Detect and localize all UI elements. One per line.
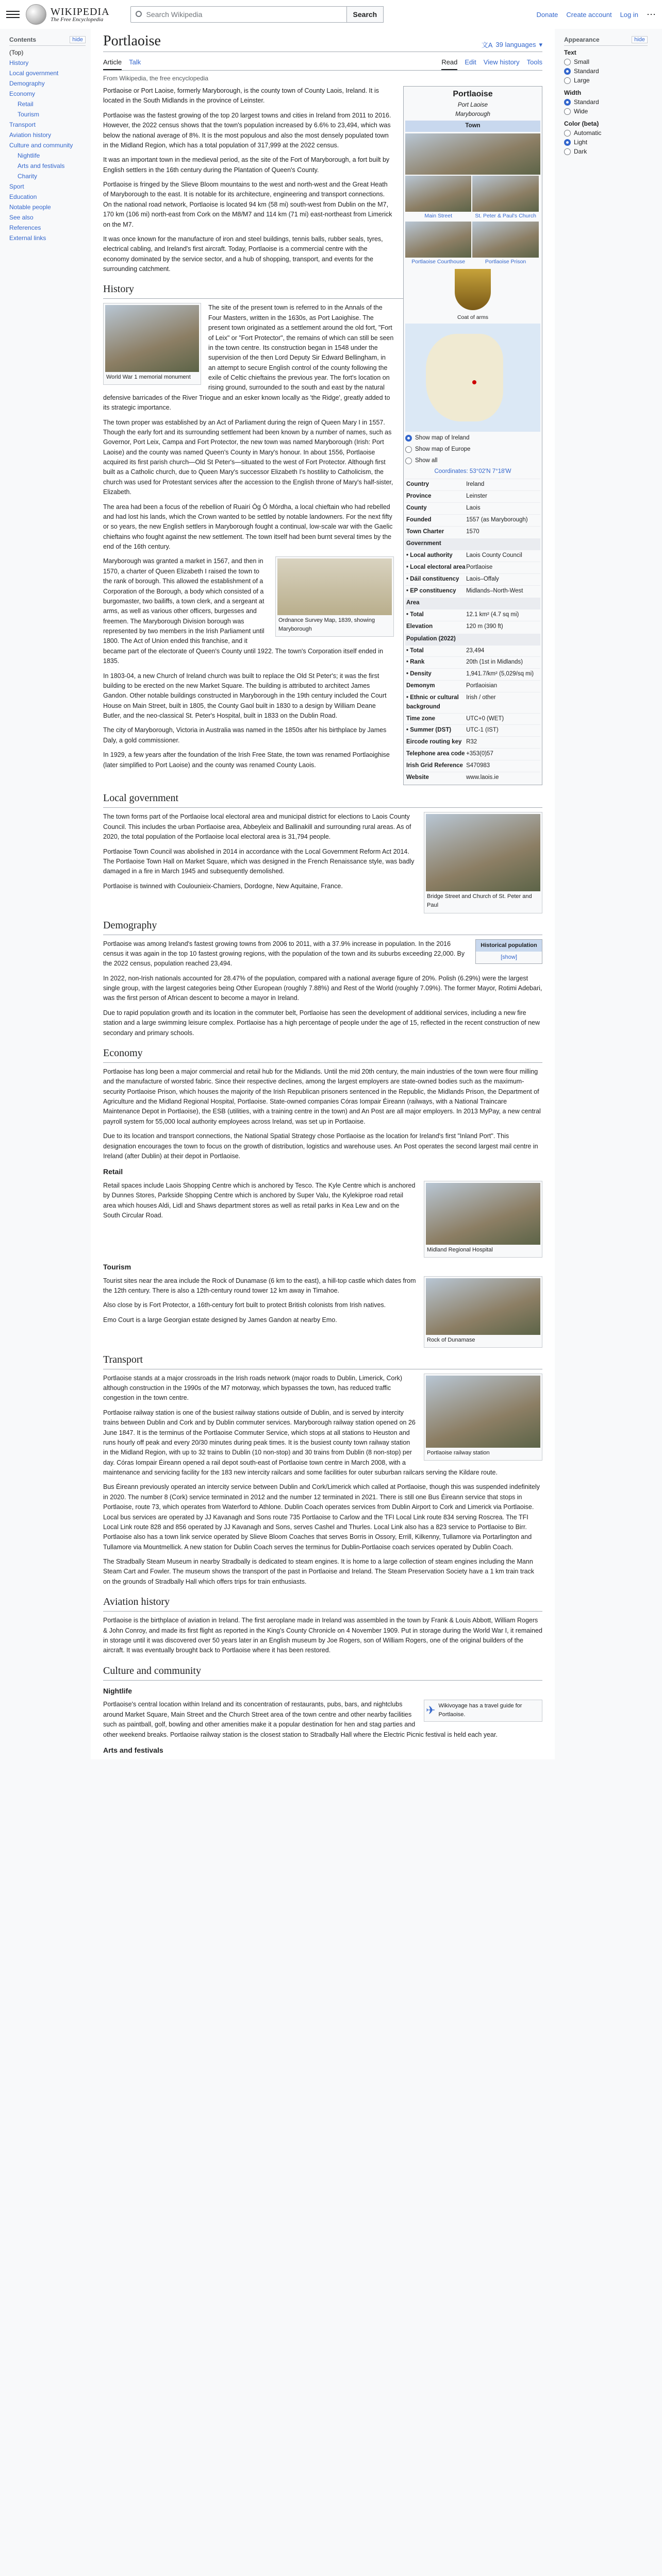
infobox-row bbox=[405, 550, 540, 562]
translate-icon: 文A bbox=[481, 41, 493, 49]
infobox-row-value: www.laois.ie bbox=[466, 774, 499, 781]
tab-edit[interactable]: Edit bbox=[465, 58, 476, 66]
appearance-option[interactable] bbox=[564, 98, 648, 106]
infobox-row-label: Province bbox=[406, 493, 432, 500]
section-nightlife-heading: Nightlife bbox=[103, 1686, 132, 1695]
toc-item[interactable]: Economy bbox=[9, 90, 36, 97]
wikivoyage-text[interactable]: Wikivoyage has a travel guide for Portlaoise. bbox=[438, 1703, 522, 1718]
infobox-row bbox=[405, 668, 540, 680]
station-photo[interactable] bbox=[426, 1376, 540, 1448]
appearance-option[interactable] bbox=[564, 139, 648, 146]
paragraph: Portlaoise's central location within Ireland and its concentration of restaurants, pubs, bars, and nightclubs around Market Square, Main Street and the Church Street area of the town centre and other nearby facilities such as paintball, golf, bowling and other amenities make it a popular destination for hen and stag parties and other weekend breaks. Portlaoise railway station is the closest station to Stradbally Hall where the Electric Picnic festival is held each year. bbox=[103, 1701, 498, 1738]
appearance-title: Appearance bbox=[564, 36, 600, 43]
figure-caption: Ordnance Survey Map, 1839, showing Maryborough bbox=[278, 617, 375, 633]
tab-article[interactable]: Article bbox=[103, 55, 122, 70]
paragraph: Bus Éireann previously operated an intercity service between Dublin and Cork/Limerick which called at Portlaoise, though this was suspended indefinitely in 2020. The number 8 (Cork) service terminated in 2012 and the number 12 terminated in 2021. There is still one Bus Éireann service that stops in Portlaoise, route 73, which operates from Waterford to Athlone. Dublin Coach operates services from Dublin Airport to Cork and Limerick via Portlaoise. Local bus services are operated by JJ Kavanagh and Sons route 735 Portlaoise to Carlow and the TFI Local Link route 834 serving Roscrea. The TFI Local Link route 828 and 856 operated by JJ Kavanagh and Sons, serves Cashel and Thurles. Local Link also has a 823 service to Portlaoise to Birr. Portlaoise also has a town link service operated by Slieve Bloom Coaches that serves Borris in Ossory, Errill, Kilkenny, Tullamore via Portarlington and Tullamore via Mountmellick. A new station for Dublin Coach serves the terminus for Dublin-Portlaoise coach services operated by Dublin Coach. bbox=[103, 1483, 540, 1551]
infobox-row-value: Portlaoisian bbox=[466, 683, 498, 689]
infobox-row-label: Eircode routing key bbox=[406, 739, 462, 745]
section-tourism-heading: Tourism bbox=[103, 1262, 131, 1271]
wikivoyage-box bbox=[424, 1700, 542, 1721]
paragraph: Portlaoise was among Ireland's fastest growing towns from 2006 to 2011, with a 37.9% increase in population. In the 2016 census it was again in the top 10 fastest growing regions, with the population of the town and its suburbs exceeding 22,000. By the 2022 census, population reached 23,494. bbox=[103, 940, 465, 968]
figure-caption: Portlaoise railway station bbox=[427, 1449, 490, 1456]
infobox-row-value: R32 bbox=[466, 739, 477, 745]
infobox-row-label: • Summer (DST) bbox=[406, 727, 452, 734]
paragraph: Due to rapid population growth and its location in the commuter belt, Portlaoise has seen the development of additional services, including a new fire station and a large swimming leisure complex. Portlaoise has a high percentage of people under the age of 15, reflected in the recent construction of new secondary and primary schools. bbox=[103, 1009, 540, 1037]
main-content bbox=[91, 29, 555, 1759]
donate-link[interactable]: Donate bbox=[536, 10, 558, 19]
infobox-row-label: Time zone bbox=[406, 715, 436, 722]
infobox-row bbox=[405, 772, 540, 784]
log-in-link[interactable]: Log in bbox=[620, 10, 638, 19]
globe-logo-icon bbox=[26, 4, 46, 25]
infobox-row-label: Town Charter bbox=[406, 528, 444, 535]
toc-item[interactable]: Arts and festivals bbox=[18, 162, 65, 170]
radio-icon bbox=[564, 148, 571, 155]
search-input[interactable]: Search Wikipedia bbox=[130, 6, 347, 23]
toc-item[interactable]: External links bbox=[9, 234, 46, 242]
church-photo[interactable] bbox=[472, 176, 538, 212]
infobox-row-label: Telephone area code bbox=[406, 750, 465, 757]
infobox-row-value: UTC-1 (IST) bbox=[466, 727, 499, 734]
appearance-option[interactable] bbox=[564, 108, 648, 115]
paragraph: Retail spaces include Laois Shopping Centre which is anchored by Tesco. The Kyle Centre which is anchored by Dunnes Stores, Parkside Shopping Centre which is anchored by Super Valu, the Kylekiproe road retail area which houses Aldi, Lidl and Shaws department stores as well as retail parks in Kea Lew and on the South Circular Road. bbox=[103, 1181, 416, 1219]
paragraph: In 1803-04, a new Church of Ireland church was built to replace the Old St Peter's; it was the first building to be erected on the new Market Square. The building is attributed to architect James Gandon. Other notable buildings constructed in Maryborough in the 19th century included the Court House on Main Street, built in 1805, the County Gaol built in 1830 to a design by William Deane Butler, and the neo-classical St. Peter's Hospital, built in 1833 on the Dublin Road. bbox=[103, 672, 387, 719]
paragraph: In 1929, a few years after the foundation of the Irish Free State, the town was renamed Portlaoighise (later simplified to Port Laoise) and the county was renamed County Laois. bbox=[103, 751, 390, 769]
paragraph: The site of the present town is referred to in the Annals of the Four Masters, written in the 1630s, as Port Laoighise. The present town originated as a settlement around the old fort, "Fort of Leix" or "Fort Protector", the remains of which can still be seen in the town centre. Its construction began in 1548 under the supervision of the then Lord Deputy Sir Edward Bellingham, in an attempt to secure English control of the county following the exile of Celtic chieftains the previous year. The fort's location on rising ground, surrounded to the south and east by the natural defensive barricades of the River Triogue and an esker known locally as 'the Ridge', greatly added to its strategic importance. bbox=[103, 304, 394, 412]
infobox-row-label: • Total bbox=[406, 612, 424, 618]
infobox-row-label: Founded bbox=[406, 516, 432, 523]
option-label: Large bbox=[574, 77, 590, 84]
section-culture-heading: Culture and community bbox=[103, 1663, 542, 1681]
toc-title: Contents bbox=[9, 36, 36, 43]
infobox-row bbox=[405, 656, 540, 668]
infobox-row-value: Portlaoise bbox=[466, 564, 493, 570]
infobox-row-value: UTC+0 (WET) bbox=[466, 715, 504, 722]
infobox-row bbox=[405, 573, 540, 585]
map-option[interactable]: Show map of Ireland bbox=[405, 434, 540, 443]
infobox-row bbox=[405, 502, 540, 514]
option-label: Light bbox=[574, 139, 588, 146]
toc-item[interactable]: Culture and community bbox=[9, 142, 73, 149]
location-map[interactable] bbox=[405, 324, 540, 432]
infobox-row-value: Laois–Offaly bbox=[466, 575, 499, 582]
photo-caption[interactable]: Main Street bbox=[424, 213, 453, 219]
tab-read[interactable]: Read bbox=[441, 55, 457, 70]
rock-figure bbox=[424, 1276, 542, 1348]
radio-icon bbox=[564, 139, 571, 146]
toc-item[interactable]: Demography bbox=[9, 80, 45, 87]
infobox-row bbox=[405, 645, 540, 657]
paragraph: The Stradbally Steam Museum in nearby Stradbally is dedicated to steam engines. It is home to a large collection of steam engines including the Mann Steam Cart and Fowler. The museum shows the transport of the past in Portlaoise and Ireland. The Steam Preservation Society have a 1 km train track on the grounds of Stradbally Hall which offers trips for train enthusiasts. bbox=[103, 1558, 535, 1585]
toc-item[interactable]: Education bbox=[9, 193, 37, 200]
infobox-row-value: 120 m (390 ft) bbox=[466, 623, 503, 630]
create-account-link[interactable]: Create account bbox=[566, 10, 612, 19]
map-option[interactable]: Show map of Europe bbox=[405, 445, 540, 454]
toc-item[interactable]: History bbox=[9, 59, 29, 66]
prison-photo[interactable] bbox=[472, 222, 538, 258]
radio-icon bbox=[564, 108, 571, 115]
paragraph: Due to its location and transport connections, the National Spatial Strategy chose Portlaoise as the location for Ireland's first "Inland Port". This designation encourages the town to focus on the growth of distribution, logistics and warehouse uses. An Post operates the second largest mail centre in Ireland (after Dublin) at their depot in Portlaoise. bbox=[103, 1132, 538, 1160]
option-label: Wide bbox=[574, 108, 588, 115]
town-photo[interactable] bbox=[405, 133, 540, 175]
section-arts-heading: Arts and festivals bbox=[103, 1745, 163, 1754]
main-street-photo[interactable] bbox=[405, 176, 471, 212]
figure-caption: World War 1 memorial monument bbox=[106, 374, 191, 381]
paragraph: Portlaoise Town Council was abolished in 2014 in accordance with the Local Government Reform Act 2014. The Portlaoise Town Hall on Market Square, which was designed in the French Renaissance style, was badly damaged in a fire in March 1945 and subsequently demolished. bbox=[103, 848, 415, 875]
option-label: Standard bbox=[574, 67, 599, 75]
infobox-row bbox=[405, 724, 540, 736]
coat-of-arms-image[interactable] bbox=[455, 269, 491, 310]
paragraph: Portlaoise stands at a major crossroads in the Irish roads network (major roads to Dublin, Limerick, Cork) although construction in the 1990s of the M7 motorway, which bypasses the town, has reduced traffic congestion in the town centre. bbox=[103, 1374, 403, 1402]
paragraph: Portlaoise is the birthplace of aviation in Ireland. The first aeroplane made in Ireland was assembled in the town by Frank & Louis Abbott, William Rogers & John Conroy, and made its first flight as reported in the King's County Chronicle on 4 November 1909. Put in storage during the World War I, it remained in storage until it was discovered over 50 years later in an English museum by Joe Rogers, son of William Rogers, one of the original builders of the aircraft. It was eventually brought back to Portlaoise where it has been restored. bbox=[103, 1617, 542, 1654]
main-menu-icon[interactable] bbox=[6, 11, 20, 18]
history-figure bbox=[103, 303, 201, 385]
bridge-street-photo[interactable] bbox=[426, 814, 540, 891]
paragraph: Portlaoise was the fastest growing of the top 20 largest towns and cities in Ireland from 2011 to 2016. However, the 2022 census shows that the town's population increased by 6.6% to 23,494, which was below the national average of 8%. It is the most populous and also the most densely populated town in the Midland Region, which has a total population of 317,999 at the 2022 census. bbox=[103, 111, 391, 149]
appearance-option[interactable] bbox=[564, 77, 648, 84]
search-icon bbox=[136, 11, 142, 17]
photo-caption[interactable]: Portlaoise Prison bbox=[485, 258, 526, 265]
toc-item[interactable]: See also bbox=[9, 214, 34, 221]
infobox-row-value: Midlands–North-West bbox=[466, 587, 523, 594]
photo-caption[interactable]: St. Peter & Paul's Church bbox=[475, 213, 536, 219]
infobox-row-value: S470983 bbox=[466, 762, 490, 769]
paragraph: Maryborough was granted a market in 1567, and then in 1570, a charter of Queen Elizabeth I raised the town to the rank of borough. This allowed the establishment of a Corporation of the Borough, a body which consisted of a burgomaster, two bailiffs, a town clerk, and a sergeant at arms, as well as various other officers, burgesses and freemen. The Maryborough Division borough was represented by two members in the Irish Parliament until 1800. The Act of Union ended this franchise, and it became part of the electorate of Queen's County until 1922. The town's Corporation itself ended in 1835. bbox=[103, 557, 384, 665]
infobox-row-label: County bbox=[406, 504, 427, 511]
toc-hide-button[interactable]: hide bbox=[70, 36, 86, 43]
appearance-option[interactable] bbox=[564, 129, 648, 137]
toc-item[interactable]: Transport bbox=[9, 121, 36, 128]
infobox-row-value: 1557 (as Maryborough) bbox=[466, 516, 528, 523]
photo-caption[interactable]: Portlaoise Courthouse bbox=[411, 258, 466, 265]
color-label: Color (beta) bbox=[564, 120, 599, 127]
section-local-government-heading: Local government bbox=[103, 790, 542, 808]
option-label: Small bbox=[574, 58, 590, 65]
radio-icon bbox=[564, 68, 571, 75]
paragraph: Tourist sites near the area include the Rock of Dunamase (6 km to the east), a hill-top castle which dates from the 12th century. There is also a 12th-century round tower 12 km away in Timahoe. bbox=[103, 1277, 416, 1295]
infobox-former-name: Maryborough bbox=[455, 111, 490, 117]
user-links bbox=[536, 9, 656, 20]
wordmark: WIKIPEDIA bbox=[51, 6, 110, 18]
radio-icon bbox=[564, 77, 571, 84]
infobox-row-label: • Total bbox=[406, 647, 424, 654]
infobox-row bbox=[405, 526, 540, 538]
infobox-row-label: • Density bbox=[406, 671, 432, 677]
photo-montage bbox=[405, 133, 540, 266]
hospital-figure bbox=[424, 1181, 542, 1258]
infobox-row-label: • Ethnic or cultural background bbox=[406, 694, 459, 710]
section-aviation-heading: Aviation history bbox=[103, 1594, 542, 1612]
radio-icon bbox=[564, 130, 571, 137]
section-retail-heading: Retail bbox=[103, 1167, 123, 1176]
toc-item[interactable]: Sport bbox=[9, 183, 24, 190]
section-demography-heading: Demography bbox=[103, 918, 542, 935]
infobox-row bbox=[405, 748, 540, 760]
infobox-row bbox=[405, 713, 540, 725]
tab-talk[interactable]: Talk bbox=[129, 58, 141, 66]
paragraph: The town proper was established by an Act of Parliament during the reign of Queen Mary I in 1557. Though the early fort and its surrounding settlement had been known by a number of names, such as Governor, Port Leix, Campa and Fort Protector, the new town was named Maryborough (Irish: Port Laoise) and the county was named Queen's County in Mary's honour. In about 1556, Portlaoise acquired its first parish church—Old St Peter's—situated to the west of Fort Protector. Although first built as a Catholic church, due to Queen Mary's successor Elizabeth I's hostility to Catholicism, the church was used for Protestant services after the accession to the English throne of Mary's half-sister, Elizabeth. bbox=[103, 418, 393, 496]
coat-of-arms-caption: Coat of arms bbox=[457, 314, 489, 320]
appearance-option[interactable] bbox=[564, 67, 648, 75]
paragraph: In 2022, non-Irish nationals accounted for 28.47% of the population, compared with a national average figure of 20%. Polish (6.29%) were the largest single group, with the largest categories being Other European (roughly 7.88%) and Rest of the World (roughly 7.09%). The former Mayor, Rotimi Adebari, was the first person of African descent to become a mayor in Ireland. bbox=[103, 974, 542, 1002]
infobox-row bbox=[405, 514, 540, 526]
infobox-row-value: Laois bbox=[466, 504, 481, 511]
toc-item[interactable]: Retail bbox=[18, 100, 34, 108]
map-pin-icon bbox=[472, 380, 476, 384]
infobox-type: Town bbox=[405, 121, 540, 132]
page-title: Portlaoise bbox=[103, 33, 161, 49]
infobox-row bbox=[405, 621, 540, 633]
infobox-row-value: Irish / other bbox=[466, 694, 496, 701]
infobox-row bbox=[405, 479, 540, 490]
appearance-option[interactable] bbox=[564, 58, 648, 65]
text-size-label: Text bbox=[564, 49, 576, 56]
tab-tools[interactable]: Tools bbox=[526, 58, 542, 66]
option-label: Dark bbox=[574, 148, 587, 155]
infobox bbox=[403, 86, 542, 785]
infobox-row-label: Irish Grid Reference bbox=[406, 762, 463, 769]
appearance-panel bbox=[555, 29, 653, 1759]
infobox-row-value: Leinster bbox=[466, 493, 488, 500]
appearance-option[interactable] bbox=[564, 148, 648, 155]
infobox-row-label: Country bbox=[406, 481, 429, 488]
map-option[interactable]: Show all bbox=[405, 456, 540, 466]
site-header bbox=[0, 0, 662, 29]
hospital-photo[interactable] bbox=[426, 1183, 540, 1245]
infobox-section-government: Government bbox=[405, 538, 540, 550]
infobox-row-value: Ireland bbox=[466, 481, 485, 488]
ordnance-figure bbox=[275, 556, 394, 637]
infobox-row bbox=[405, 585, 540, 597]
radio-icon bbox=[564, 99, 571, 106]
page-tabs bbox=[103, 55, 542, 71]
infobox-row-label: Elevation bbox=[406, 623, 433, 630]
paragraph: The area had been a focus of the rebellion of Ruairí Óg Ó Mórdha, a local chieftain who had rebelled and had lost his lands, which the Crown wanted to be settled by notable landowners. For the next fifty or so years, the new English settlers in Maryborough fought a continual, low-scale war with the Gaelic chieftains who fought against the new settlement. The town itself had been burnt several times by the end of the 16th century. bbox=[103, 503, 393, 550]
option-label: Automatic bbox=[574, 129, 602, 137]
infobox-row-value: 20th (1st in Midlands) bbox=[466, 659, 523, 666]
infobox-row-value: 12.1 km² (4.7 sq mi) bbox=[466, 612, 519, 618]
toc-item[interactable]: (Top) bbox=[9, 49, 24, 56]
toc-item[interactable]: References bbox=[9, 224, 41, 231]
radio-icon bbox=[564, 59, 571, 65]
infobox-row-value: 23,494 bbox=[466, 647, 485, 654]
text-size-options bbox=[564, 49, 648, 84]
infobox-section-area: Area bbox=[405, 598, 540, 609]
station-figure bbox=[424, 1374, 542, 1461]
bridge-figure bbox=[424, 812, 542, 913]
section-history-heading: History bbox=[103, 281, 542, 299]
courthouse-photo[interactable] bbox=[405, 222, 471, 258]
toc-item[interactable]: Nightlife bbox=[18, 152, 40, 159]
toc-item[interactable]: Tourism bbox=[18, 111, 40, 118]
toc-item[interactable]: Notable people bbox=[9, 204, 51, 211]
paragraph: Also close by is Fort Protector, a 16th-century fort built to protect British colonists from Irish natives. bbox=[103, 1301, 386, 1309]
infobox-coordinates[interactable]: Coordinates: 53°02′N 7°18′W bbox=[434, 468, 511, 475]
infobox-row-label: • Dáil constituency bbox=[406, 575, 459, 582]
infobox-native-name: Port Laoise bbox=[457, 101, 488, 108]
historical-population-box bbox=[475, 939, 542, 964]
section-transport-heading: Transport bbox=[103, 1352, 542, 1369]
infobox-row-label: Demonym bbox=[406, 683, 435, 689]
infobox-section-population: Population (2022) bbox=[405, 634, 540, 645]
memorial-photo[interactable] bbox=[105, 305, 199, 372]
search-button[interactable]: Search bbox=[347, 6, 384, 23]
wikivoyage-icon: ✈ bbox=[426, 1704, 436, 1717]
wikipedia-logo[interactable] bbox=[26, 4, 110, 25]
infobox-row-label: Website bbox=[406, 774, 429, 781]
article-body bbox=[103, 86, 542, 1756]
paragraph: Portlaoise is twinned with Coulounieix-Chamiers, Dordogne, New Aquitaine, France. bbox=[103, 882, 343, 890]
infobox-row bbox=[405, 680, 540, 692]
infobox-row bbox=[405, 562, 540, 573]
paragraph: Portlaoise is fringed by the Slieve Bloom mountains to the west and north-west and the Great Heath of Maryborough to the east. It is notable for its architecture, engineering and transport connections. On the national road network, Portlaoise is located 94 km (58 mi) south-west from Dublin on the M7, 170 km (106 mi) north-east from Cork on the M8/M7 and 114 km (71 mi) east-northeast from Limerick on the M7. bbox=[103, 181, 392, 228]
map-land bbox=[426, 334, 503, 421]
infobox-row bbox=[405, 760, 540, 772]
figure-caption: Bridge Street and Church of St. Peter and Paul bbox=[427, 893, 532, 909]
paragraph: Emo Court is a large Georgian estate designed by James Gandon at nearby Emo. bbox=[103, 1316, 337, 1324]
infobox-row-value: +353(0)57 bbox=[466, 750, 493, 757]
color-options bbox=[564, 120, 648, 155]
infobox-row-label: • Rank bbox=[406, 659, 425, 666]
paragraph: It was once known for the manufacture of iron and steel buildings, tennis balls, rubber seals, tyres, electrical cabling, and Ireland's first aircraft. Today, Portlaoise is a commercial centre with the economy dominated by the service sector, and a hub of shopping, transport, and events for the surrounding catchment. bbox=[103, 235, 383, 273]
ordnance-map-image[interactable] bbox=[277, 558, 392, 615]
infobox-row-label: • EP constituency bbox=[406, 587, 456, 594]
historical-population-show[interactable]: [show] bbox=[501, 954, 517, 960]
infobox-row-label: • Local electoral area bbox=[406, 564, 466, 570]
option-label: Standard bbox=[574, 98, 599, 106]
paragraph: Portlaoise or Port Laoise, formerly Maryborough, is the county town of County Laois, Ireland. It is located in the South Midlands in the province of Leinster. bbox=[103, 87, 379, 105]
figure-caption: Rock of Dunamase bbox=[427, 1336, 475, 1343]
section-economy-heading: Economy bbox=[103, 1045, 542, 1063]
toc-item[interactable]: Local government bbox=[9, 70, 59, 77]
infobox-row bbox=[405, 736, 540, 748]
paragraph: Portlaoise railway station is one of the busiest railway stations outside of Dublin, and is served by intercity trains between Dublin and Cork and by Dublin commuter services. Maryborough railway station opened on 26 June 1847. It is the terminus of the Portlaoise Commuter Service, which stops at all stations to Heuston and runs hourly off peak and every 20/30 minutes during peak times. It is the busiest county town railway station in the Midland Region, with up to 32 trains to Dublin (10 non-stop) and 30 trains from Dublin (8 non-stop) per day. Córas Iompair Éireann opened a rail depot south-east of Portlaoise town centre in March 2008, with a maintenance and servicing facility for the 183 new intercity railcars and some facilities for outer suburban railcars serving the Kildare route. bbox=[103, 1409, 498, 1477]
wordmark-tagline: The Free Encyclopedia bbox=[51, 16, 104, 23]
infobox-row-label: • Local authority bbox=[406, 552, 453, 559]
search-form bbox=[130, 6, 384, 23]
rock-photo[interactable] bbox=[426, 1278, 540, 1335]
paragraph: Portlaoise has long been a major commercial and retail hub for the Midlands. Until the mid 20th century, the main industries of the town were flour milling and the manufacture of worsted fabric. Since their respective declines, among the largest employers are state-owned bodies such as the maximum-security Portlaoise Prison, which houses the majority of the Irish Republican prisoners sentenced in the Republic, the Midlands Prison, the Department of Agriculture and the Midland Regional Hospital, Portlaoise. State-owned companies Córas Iompair Éireann (railways, with a National Traincare Maintenance Depot in Portlaoise), the ESB (utilities, with a training centre in the town) and An Post are all major employers. In 2013 MyPay, a new central payroll system for 55,000 local authority employees across Ireland, was set up in Portlaoise. bbox=[103, 1067, 541, 1125]
toc-item[interactable]: Aviation history bbox=[9, 131, 52, 139]
infobox-row-value: 1570 bbox=[466, 528, 479, 535]
chevron-down-icon: ▾ bbox=[539, 40, 542, 48]
more-options-icon[interactable]: ⋯ bbox=[647, 9, 656, 20]
width-options bbox=[564, 89, 648, 115]
paragraph: The town forms part of the Portlaoise local electoral area and municipal district for elections to Laois County Council. This includes the urban Portlaoise area, Abbeyleix and Ballinakill and surrounding rural areas. As of 2020, the total population of the Portlaoise local electoral area is 31,794 people. bbox=[103, 813, 411, 841]
infobox-title: Portlaoise bbox=[453, 90, 493, 98]
infobox-row bbox=[405, 609, 540, 621]
width-label: Width bbox=[564, 89, 582, 96]
historical-population-title: Historical population bbox=[476, 940, 542, 952]
language-button[interactable]: 文A 39 languages ▾ bbox=[481, 40, 542, 49]
figure-caption: Midland Regional Hospital bbox=[427, 1246, 493, 1253]
tab-view-history[interactable]: View history bbox=[483, 58, 520, 66]
appearance-hide-button[interactable]: hide bbox=[632, 36, 648, 43]
paragraph: The city of Maryborough, Victoria in Australia was named in the 1850s after his birthplace by James Daly, a gold commissioner. bbox=[103, 726, 387, 744]
site-tagline: From Wikipedia, the free encyclopedia bbox=[103, 75, 209, 82]
infobox-row-value: 1,941.7/km² (5,029/sq mi) bbox=[466, 671, 534, 677]
table-of-contents bbox=[0, 29, 91, 1759]
infobox-row bbox=[405, 490, 540, 502]
infobox-row bbox=[405, 692, 540, 713]
toc-item[interactable]: Charity bbox=[18, 173, 38, 180]
paragraph: It was an important town in the medieval period, as the site of the Fort of Maryborough, a fort built by English settlers in the 16th century during the Plantation of Queen's County. bbox=[103, 156, 390, 174]
infobox-row-value: Laois County Council bbox=[466, 552, 522, 559]
